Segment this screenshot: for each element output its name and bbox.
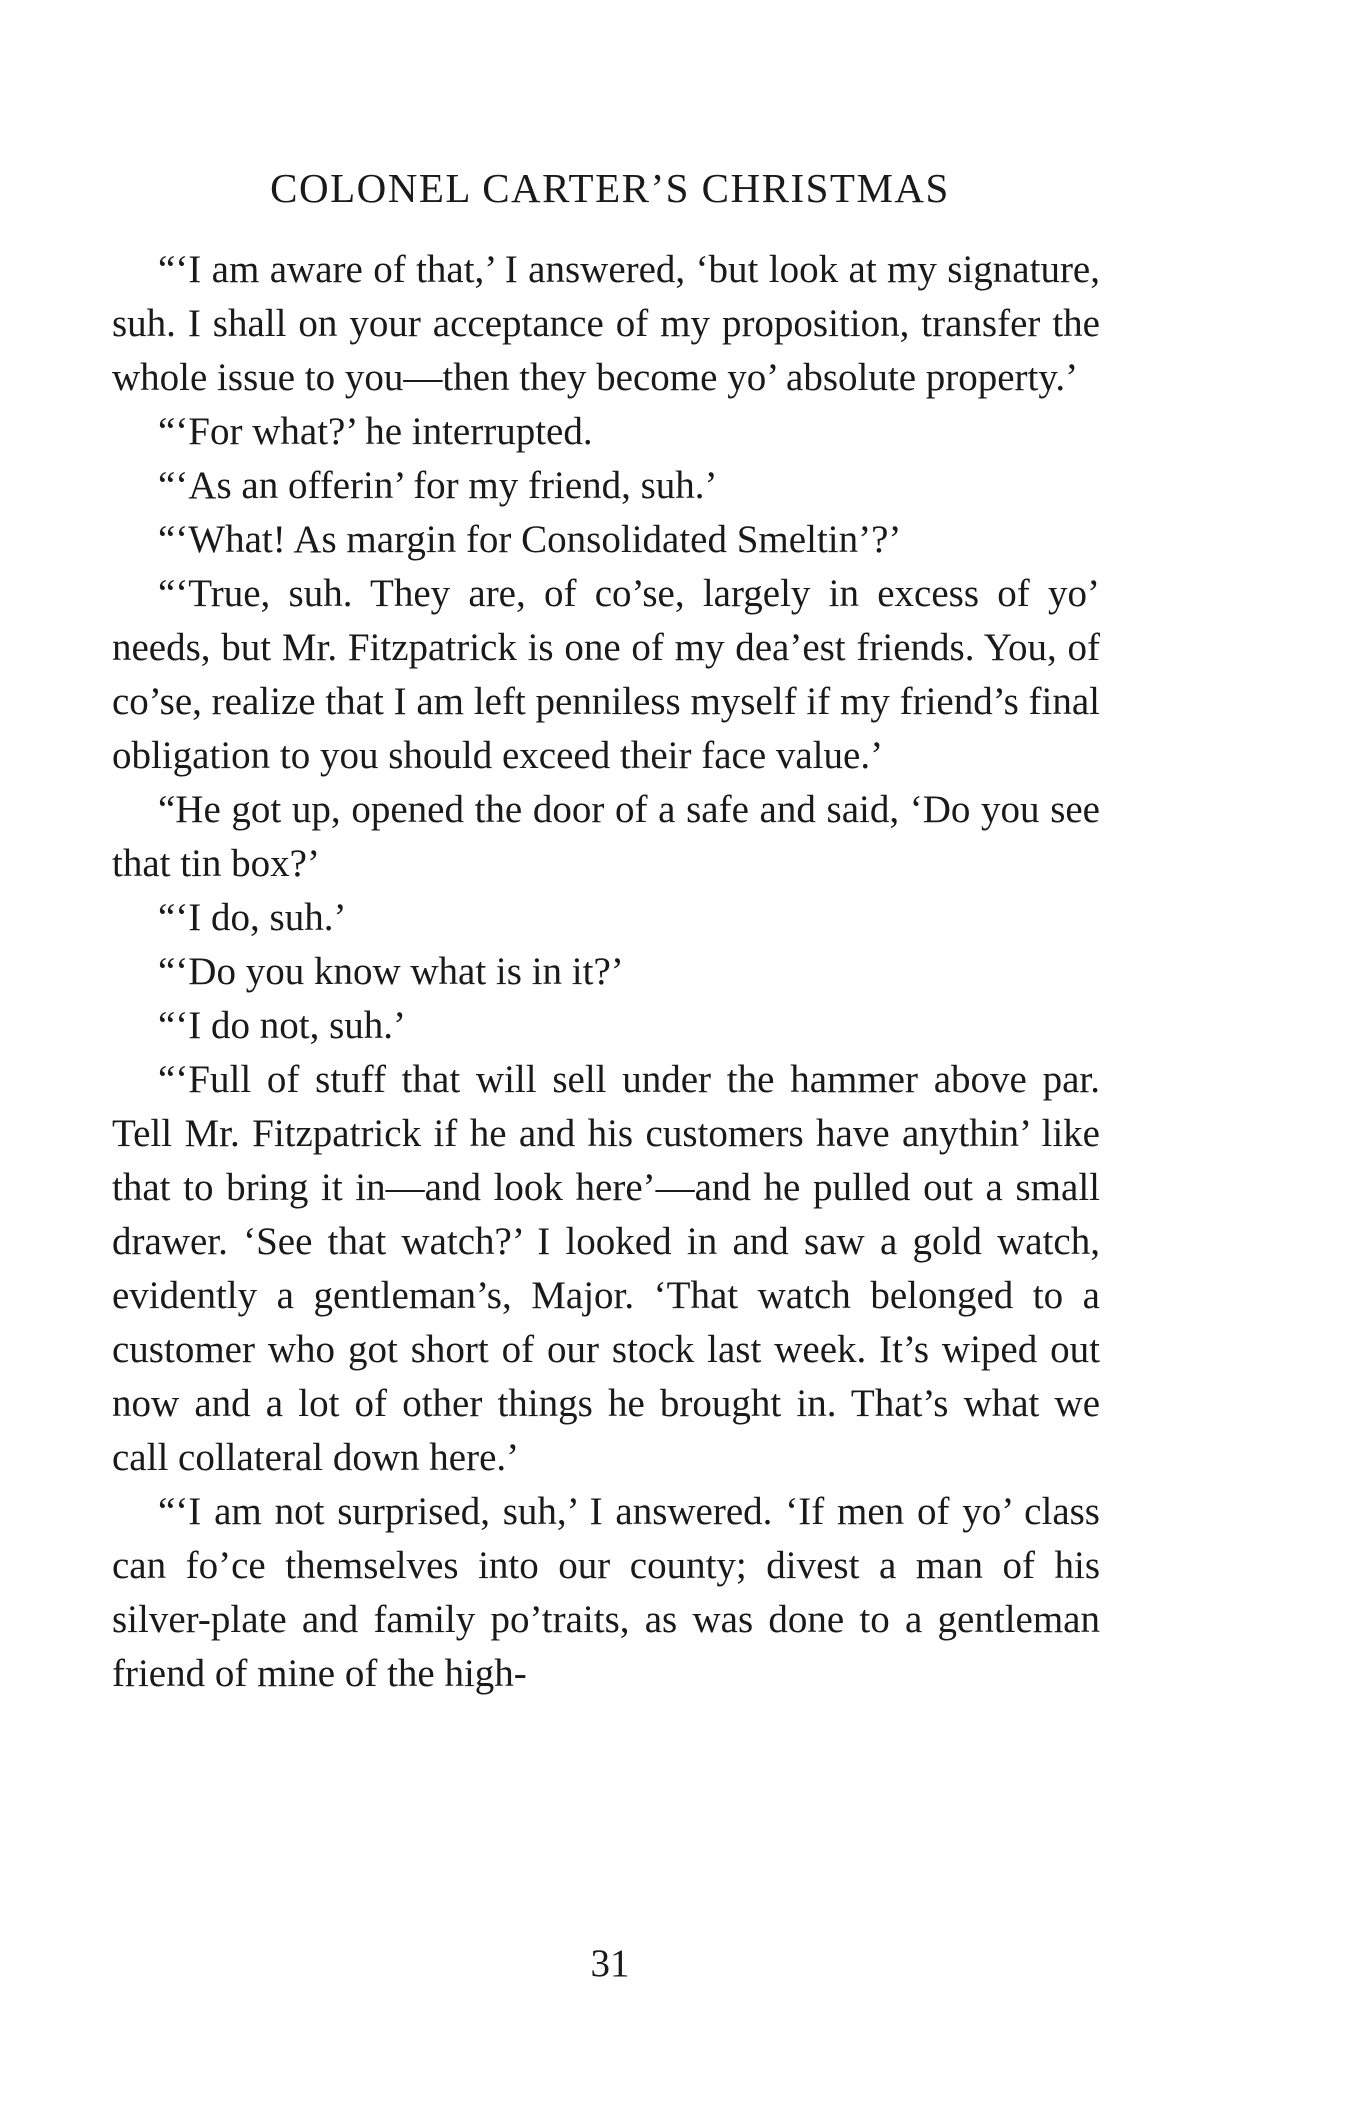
paragraph: “‘Full of stuff that will sell under the hammer above par. Tell Mr. Fitzpatrick if he and his customers have anythin’ like that to bring it in—and look here’—and he pulled out a small drawer. ‘See that watch?’ I looked in and saw a gold watch, evidently a gentleman’s, Major. ‘That watch belonged to a customer who got short of our stock last week. It’s wiped out now and a lot of other things he brought in. That’s what we call collateral down here.’ xyxy=(112,1058,1100,1479)
paragraph: “‘What! As margin for Consolidated Smeltin’?’ xyxy=(158,518,902,561)
paragraph: “He got up, opened the door of a safe and said, ‘Do you see that tin box?’ xyxy=(112,788,1100,885)
paragraph: “‘For what?’ he interrupted. xyxy=(158,410,593,453)
paragraph: “‘As an offerin’ for my friend, suh.’ xyxy=(158,464,718,507)
body-text xyxy=(112,243,1100,1701)
paragraph: “‘True, suh. They are, of co’se, largely in excess of yo’ needs, but Mr. Fitzpatrick is one of my dea’est friends. You, of co’se, realize that I am left penniless myself if my friend’s final obligation to you should exceed their face value.’ xyxy=(112,572,1100,777)
paragraph: “‘Do you know what is in it?’ xyxy=(158,950,624,993)
page-number: 31 xyxy=(590,1942,630,1985)
paragraph: “‘I am aware of that,’ I answered, ‘but look at my signature, suh. I shall on your acceptance of my proposition, transfer the whole issue to you—then they become yo’ absolute property.’ xyxy=(112,248,1100,399)
running-title: COLONEL CARTER’S CHRISTMAS xyxy=(270,165,950,211)
paragraph: “‘I do, suh.’ xyxy=(158,896,347,939)
paragraph: “‘I am not surprised, suh,’ I answered. ‘If men of yo’ class can fo’ce themselves into our county; divest a man of his silver-plate and family po’traits, as was done to a gentleman friend of mine of the high- xyxy=(112,1490,1100,1695)
paragraph: “‘I do not, suh.’ xyxy=(158,1004,407,1047)
